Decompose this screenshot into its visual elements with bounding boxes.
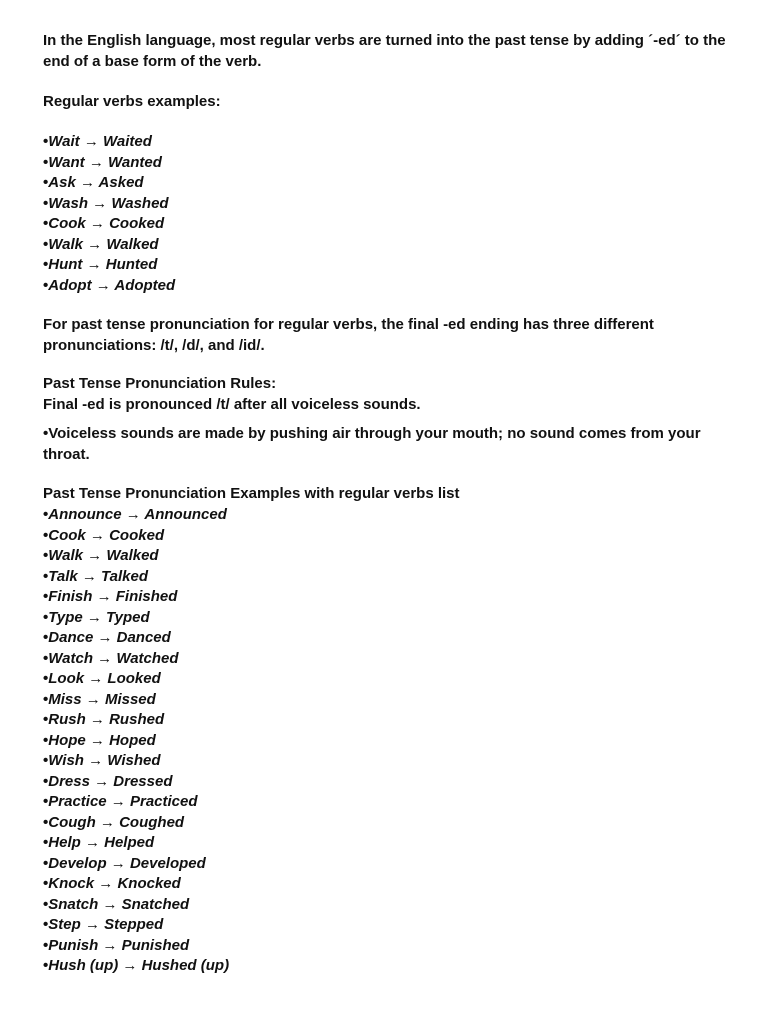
verb-pair-text: Watch → Watched: [48, 649, 179, 667]
intro-paragraph: In the English language, most regular verbs are turned into the past tense by adding ´-ed´ to the end of a base form of the verb.: [43, 32, 726, 70]
bullet-mark: •: [43, 834, 49, 851]
regular-verbs-examples-list: [43, 132, 175, 296]
verb-pair-text: Hush (up) → Hushed (up): [48, 957, 230, 974]
verb-pair-text: Walk → Walked: [48, 547, 159, 564]
verb-list-item: [43, 915, 229, 936]
bullet-mark: •: [43, 813, 49, 831]
verb-list-item: [43, 132, 175, 153]
bullet-mark: •: [43, 194, 49, 212]
verb-pair-text: Cough → Coughed: [48, 813, 185, 831]
verb-list-item: [43, 874, 229, 895]
bullet-mark: •: [43, 629, 49, 646]
verb-list-item: [43, 214, 175, 235]
verb-list-item: [43, 276, 175, 297]
bullet-mark: •: [43, 772, 49, 790]
verb-list-item: [43, 751, 229, 772]
verb-list-item: [43, 854, 229, 875]
verb-list-item: [43, 173, 175, 194]
verb-list-item: [43, 895, 229, 916]
verb-pair-text: Dress → Dressed: [48, 772, 173, 790]
verb-pair-text: Rush → Rushed: [48, 711, 165, 728]
verb-pair-text: Wait → Waited: [48, 133, 152, 150]
verb-pair-text: Help → Helped: [48, 834, 155, 851]
verb-list-item: [43, 813, 229, 834]
verb-pair-text: Cook → Cooked: [48, 215, 165, 232]
bullet-mark: •: [43, 875, 49, 892]
bullet-mark: •: [43, 608, 49, 626]
verb-list-item: [43, 669, 229, 690]
verb-list-item: [43, 833, 229, 854]
pronunciation-examples-list: [43, 505, 229, 977]
verb-pair-text: Finish → Finished: [48, 588, 178, 605]
bullet-mark: •: [43, 670, 49, 687]
verb-pair-text: Ask → Asked: [48, 174, 144, 191]
verb-list-item: [43, 628, 229, 649]
verb-list-item: [43, 956, 229, 977]
verb-pair-text: Step → Stepped: [48, 916, 164, 933]
bullet-mark: •: [43, 731, 49, 749]
verb-list-item: [43, 792, 229, 813]
bullet-mark: •: [43, 895, 49, 913]
bullet-mark: •: [43, 547, 49, 564]
verb-list-item: [43, 710, 229, 731]
rules-heading: Past Tense Pronunciation Rules:: [43, 375, 277, 392]
bullet-mark: •: [43, 854, 49, 872]
verb-pair-text: Want → Wanted: [48, 153, 162, 171]
pronunciation-intro-paragraph: For past tense pronunciation for regular verbs, the final -ed ending has three different pronunciations: /t/, /d/, and /id/.: [43, 316, 654, 354]
verb-list-item: [43, 772, 229, 793]
bullet-mark: •: [43, 936, 49, 954]
verb-list-item: [43, 526, 229, 547]
bullet-mark: •: [43, 567, 49, 585]
verb-list-item: [43, 587, 229, 608]
bullet-mark: •: [43, 588, 49, 605]
verb-list-item: [43, 235, 175, 256]
verb-list-item: [43, 567, 229, 588]
bullet-mark: •: [43, 133, 49, 150]
bullet-mark: •: [43, 690, 49, 708]
examples-heading: Regular verbs examples:: [43, 93, 221, 110]
rule-t-text: Final -ed is pronounced /t/ after all voiceless sounds.: [43, 396, 421, 413]
bullet-mark: •: [43, 215, 49, 232]
verb-pair-text: Type → Typed: [48, 608, 150, 626]
bullet-mark: •: [43, 174, 49, 191]
bullet-mark: •: [43, 276, 49, 294]
verb-pair-text: Talk → Talked: [48, 567, 149, 585]
verb-pair-text: Practice → Practiced: [48, 793, 198, 810]
verb-pair-text: Snatch → Snatched: [48, 895, 190, 913]
verb-pair-text: Hunt → Hunted: [48, 256, 158, 273]
verb-list-item: [43, 505, 229, 526]
verb-pair-text: Wish → Wished: [48, 752, 161, 769]
verb-pair-text: Knock → Knocked: [48, 875, 181, 892]
verb-pair-text: Cook → Cooked: [48, 526, 165, 544]
verb-list-item: [43, 731, 229, 752]
verb-pair-text: Adopt → Adopted: [48, 276, 176, 294]
bullet-mark: •: [43, 752, 49, 769]
verb-pair-text: Look → Looked: [48, 670, 161, 687]
verb-list-item: [43, 194, 175, 215]
bullet-mark: •: [43, 957, 49, 974]
verb-list-item: [43, 255, 175, 276]
verb-list-item: [43, 608, 229, 629]
verb-pair-text: Dance → Danced: [48, 629, 171, 646]
bullet-mark: •: [43, 649, 49, 667]
verb-pair-text: Walk → Walked: [48, 235, 159, 253]
pronunciation-examples-heading: Past Tense Pronunciation Examples with regular verbs list: [43, 485, 460, 502]
bullet-mark: •: [43, 506, 49, 523]
verb-pair-text: Miss → Missed: [48, 690, 156, 708]
verb-pair-text: Announce → Announced: [48, 506, 227, 523]
verb-list-item: [43, 690, 229, 711]
voiceless-note: •Voiceless sounds are made by pushing air through your mouth; no sound comes from your throat.: [43, 425, 701, 463]
verb-list-item: [43, 649, 229, 670]
bullet-mark: •: [43, 235, 49, 253]
bullet-mark: •: [43, 916, 49, 933]
verb-list-item: [43, 546, 229, 567]
verb-list-item: [43, 153, 175, 174]
verb-pair-text: Develop → Developed: [48, 854, 206, 872]
bullet-mark: •: [43, 793, 49, 810]
bullet-mark: •: [43, 711, 49, 728]
bullet-mark: •: [43, 256, 49, 273]
bullet-mark: •: [43, 153, 49, 171]
verb-list-item: [43, 936, 229, 957]
verb-pair-text: Hope → Hoped: [48, 731, 156, 749]
verb-pair-text: Wash → Washed: [48, 194, 169, 212]
verb-pair-text: Punish → Punished: [48, 936, 190, 954]
bullet-mark: •: [43, 526, 49, 544]
